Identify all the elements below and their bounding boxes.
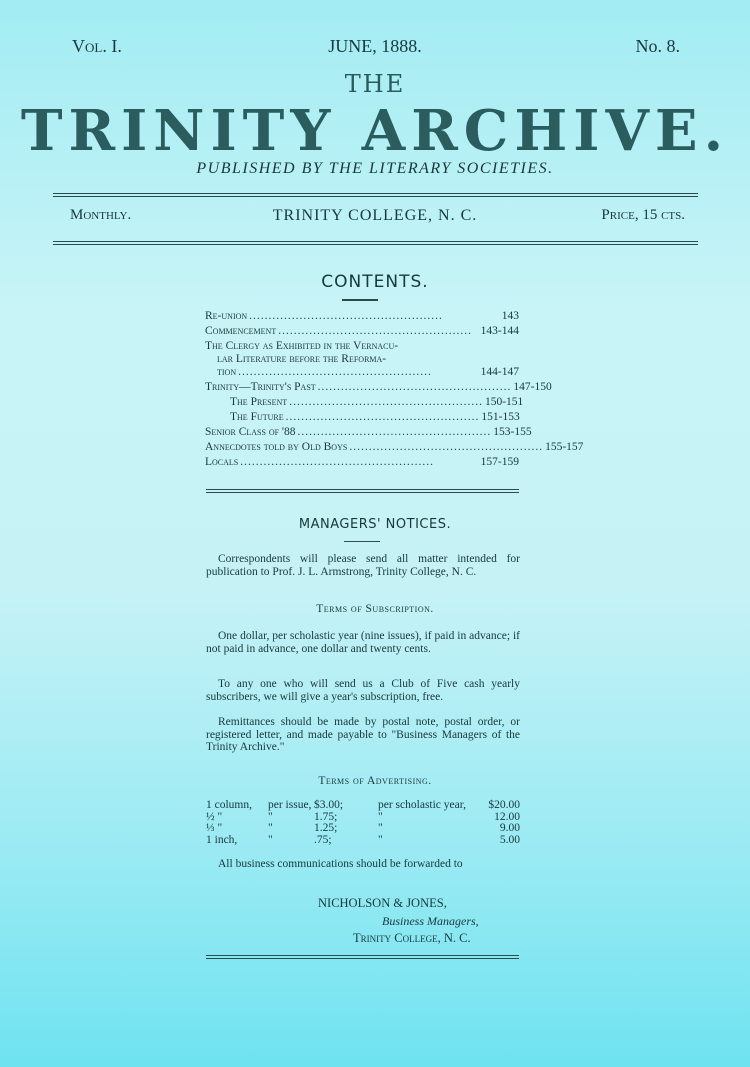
advertising-rates [206,800,520,846]
rate-row: 1 column, per issue, $3.00; per scholastic year, $20.00 [206,799,520,811]
advertising-heading: Terms of Advertising. [318,775,432,787]
toc-entry: Commencement .................................................. 143-144 [205,325,519,337]
divider [53,241,698,242]
rate-row: 1 inch, " .75; " 5.00 [206,833,520,846]
divider [53,244,698,245]
college-label: TRINITY COLLEGE, N. C. [272,207,478,224]
club-offer: To any one who will send us a Club of Five cash yearly subscribers, we will give a year's subscription, free. [206,678,520,703]
toc-entry: Annecdotes told by Old Boys .................................................. 155-157 [205,441,584,453]
issue-number: No. 8. [635,36,680,56]
toc-entry: tion .................................................. 144-147 [217,366,519,378]
toc-entry: Senior Class of '88 .................................................. 153-155 [205,426,532,438]
subscription-price: One dollar, per scholastic year (nine issues), if paid in advance; if not paid in advance, one dollar and twenty cents. [206,630,520,655]
divider [206,958,519,959]
masthead-the: THE [344,70,406,98]
toc-entry: lar Literature before the Reforma- [217,353,387,365]
divider [344,541,380,542]
correspondence-notice: Correspondents will please send all matter intended for publication to Prof. J. L. Armstrong, Trinity College, N. C. [206,553,520,578]
signature-role: Business Managers, [382,914,479,928]
table-of-contents [205,309,584,470]
signature-place: Trinity College, N. C. [353,931,471,945]
contents-heading: CONTENTS. [321,272,429,292]
volume-label: Vol. I. [72,36,122,56]
issue-date: JUNE, 1888. [328,36,422,56]
signature-name: NICHOLSON & JONES, [318,896,447,910]
toc-entry: Re-union .................................................. 143 [205,310,519,322]
divider [342,299,378,301]
masthead-title: TRINITY ARCHIVE. [20,98,730,164]
forwarding-note: All business communications should be forwarded to [218,858,463,870]
toc-entry: The Clergy as Exhibited in the Vernacu- [205,340,399,352]
rate-row: ⅓ " " 1.25; " 9.00 [206,822,520,834]
toc-entry: The Future .................................................. 151-153 [230,411,520,423]
frequency-label: Monthly. [70,207,132,223]
masthead-subtitle: PUBLISHED BY THE LITERARY SOCIETIES. [196,160,554,177]
managers-notices-heading: MANAGERS' NOTICES. [298,517,452,532]
subscription-heading: Terms of Subscription. [316,603,434,615]
divider [53,196,698,197]
divider [206,955,519,956]
remittance-notice: Remittances should be made by postal note, postal order, or registered letter, and made payable to "Business Managers of the Trinity Archive." [206,716,520,753]
price-label: Price, 15 cts. [601,207,685,223]
divider [206,489,519,490]
rate-row: ½ " " 1.75; " 12.00 [206,810,520,823]
toc-entry: Trinity—Trinity's Past .................................................. 147-150 [205,381,552,393]
toc-entry: Locals .................................................. 157-159 [205,456,519,468]
divider [53,193,698,194]
toc-entry: The Present .................................................. 150-151 [230,396,524,408]
divider [206,492,519,493]
